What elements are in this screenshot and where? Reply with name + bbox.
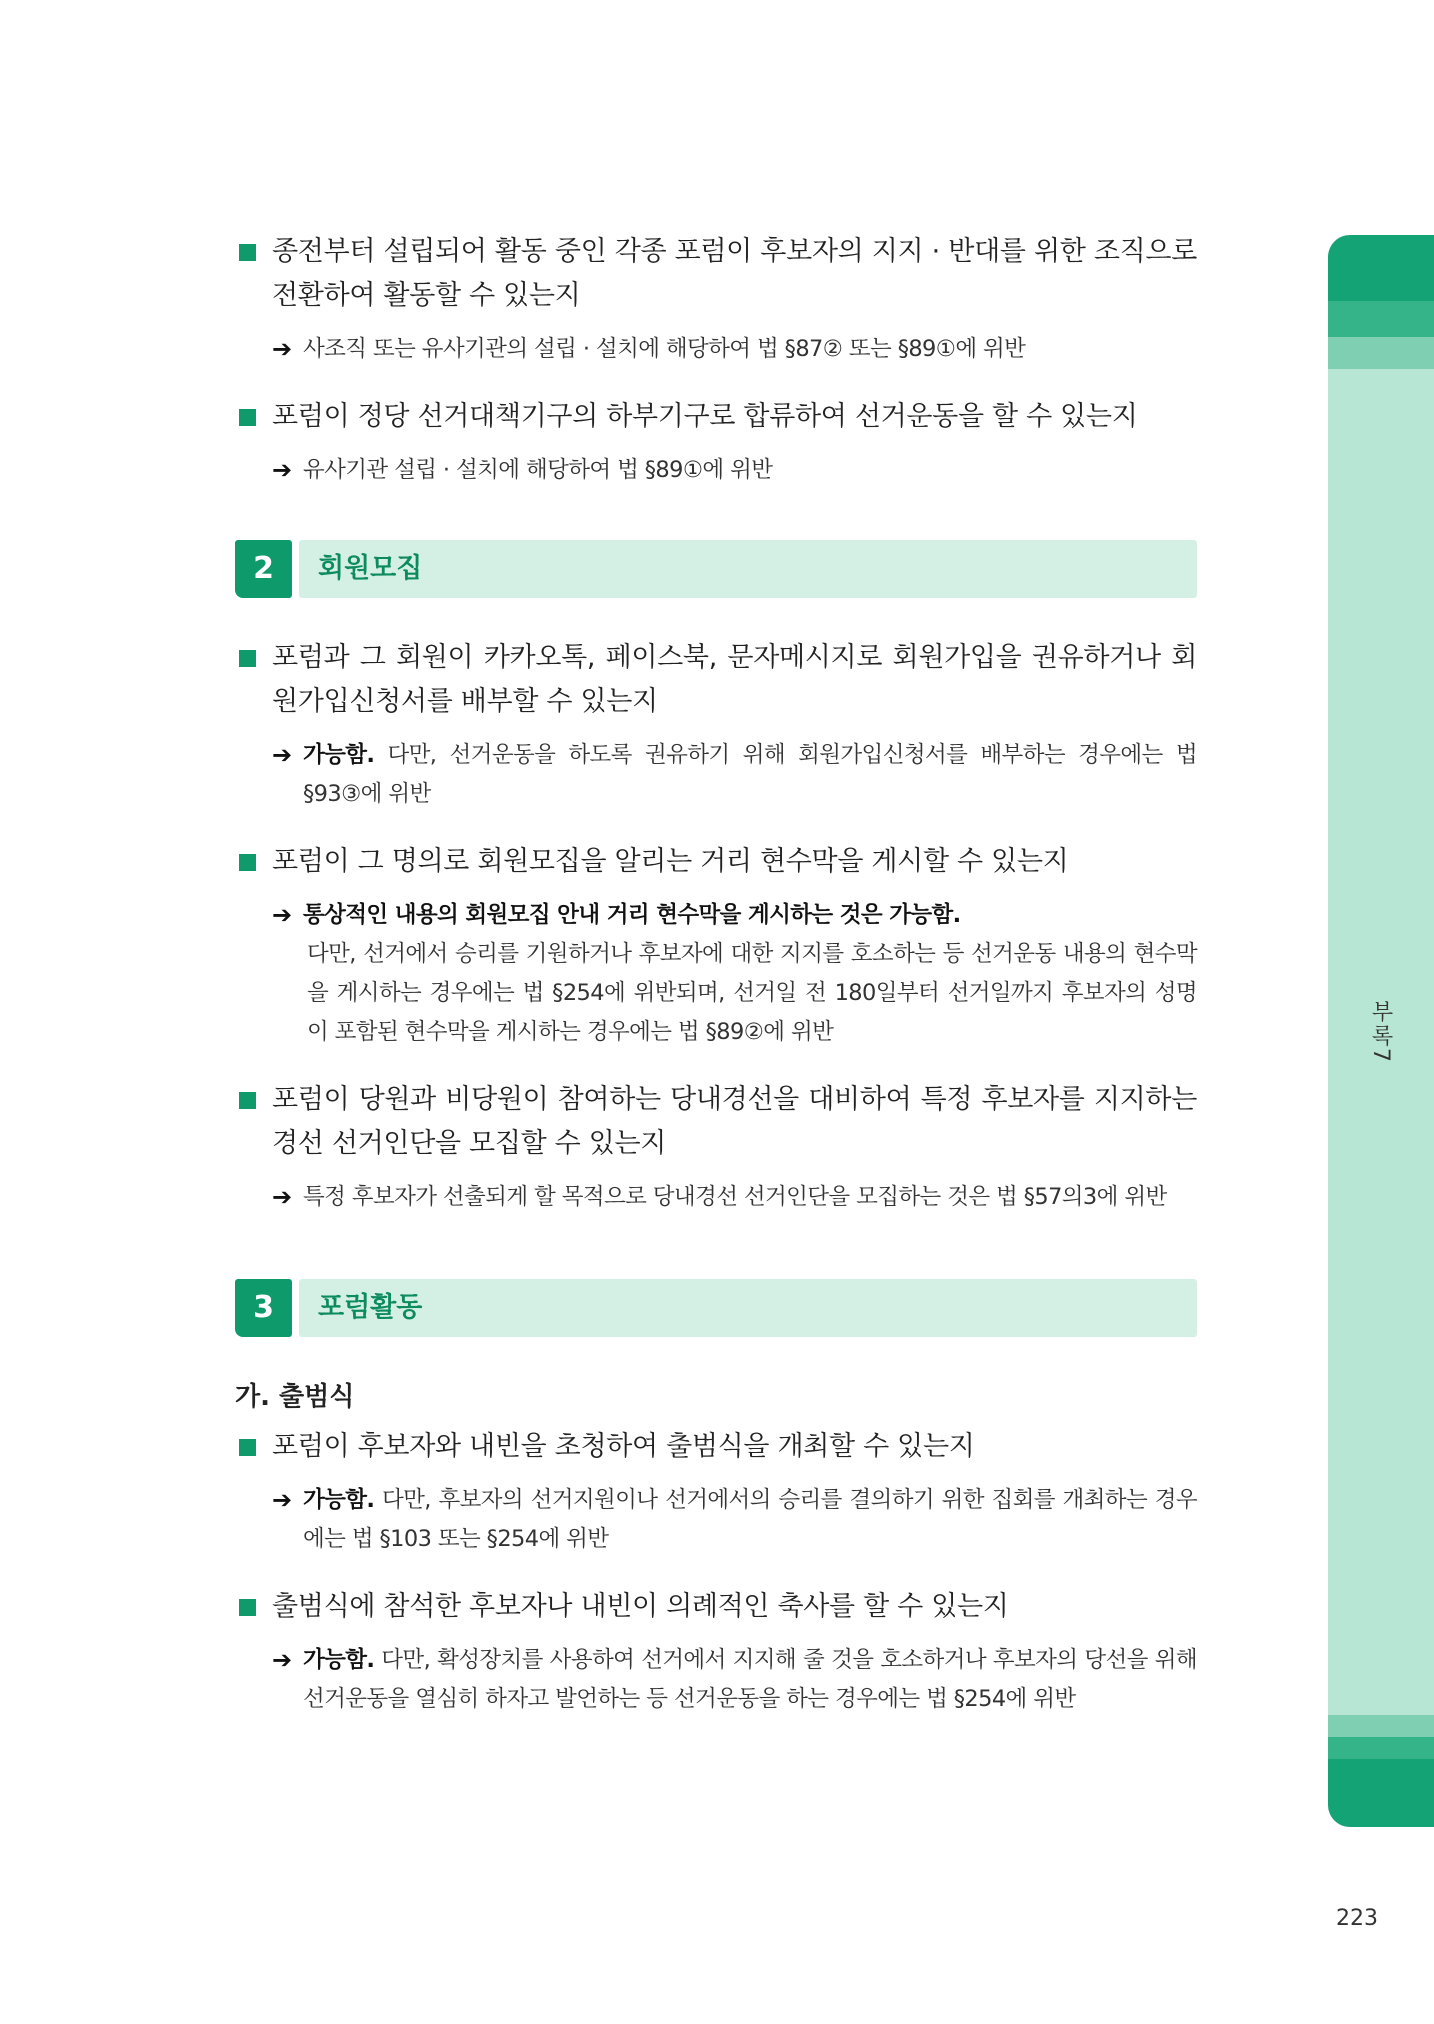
page-content	[235, 230, 1197, 1719]
answer-text: 다만, 후보자의 선거지원이나 선거에서의 승리를 결의하기 위한 집회를 개최하는 경우에는 법 §103 또는 §254에 위반	[303, 1487, 1197, 1552]
answer-item	[235, 1178, 1197, 1217]
answer-lead: 통상적인 내용의 회원모집 안내 거리 현수막을 게시하는 것은 가능함.	[303, 902, 961, 928]
question-text: 포럼이 정당 선거대책기구의 하부기구로 합류하여 선거운동을 할 수 있는지	[272, 401, 1138, 432]
square-bullet-icon	[239, 1092, 256, 1109]
question-item	[235, 230, 1197, 318]
answer-item	[235, 896, 1197, 1052]
question-text: 포럼이 당원과 비당원이 참여하는 당내경선을 대비하여 특정 후보자를 지지하는 경선 선거인단을 모집할 수 있는지	[272, 1084, 1197, 1159]
question-text: 포럼이 그 명의로 회원모집을 알리는 거리 현수막을 게시할 수 있는지	[272, 846, 1069, 877]
question-item	[235, 395, 1197, 439]
answer-lead: 가능함.	[303, 1647, 375, 1673]
arrow-icon: ➔	[272, 1183, 292, 1211]
answer-text: 사조직 또는 유사기관의 설립 · 설치에 해당하여 법 §87② 또는 §89①에 위반	[303, 336, 1026, 362]
answer-text: 특정 후보자가 선출되게 할 목적으로 당내경선 선거인단을 모집하는 것은 법 §57의3에 위반	[303, 1184, 1167, 1210]
square-bullet-icon	[239, 650, 256, 667]
answer-item	[235, 330, 1197, 369]
arrow-icon: ➔	[272, 1646, 292, 1674]
section-number: 2	[235, 540, 292, 598]
section-heading	[235, 1279, 1197, 1337]
question-item	[235, 1425, 1197, 1469]
arrow-icon: ➔	[272, 1486, 292, 1514]
page-number: 223	[1336, 1906, 1378, 1931]
square-bullet-icon	[239, 1599, 256, 1616]
section-title: 포럼활동	[318, 1292, 423, 1323]
question-text: 출범식에 참석한 후보자나 내빈이 의례적인 축사를 할 수 있는지	[272, 1591, 1009, 1622]
answer-lead: 가능함.	[303, 1487, 375, 1513]
answer-item	[235, 1481, 1197, 1559]
subsection-title: 가. 출범식	[235, 1382, 355, 1412]
arrow-icon: ➔	[272, 741, 292, 769]
answer-lead: 가능함.	[303, 742, 375, 768]
chapter-side-tab	[1328, 235, 1434, 1827]
section-bar	[299, 1279, 1197, 1337]
arrow-icon: ➔	[272, 335, 292, 363]
section-number: 3	[235, 1279, 292, 1337]
answer-text: 다만, 확성장치를 사용하여 선거에서 지지해 줄 것을 호소하거나 후보자의 당선을 위해 선거운동을 열심히 하자고 발언하는 등 선거운동을 하는 경우에는 법 §254에 위반	[303, 1647, 1197, 1712]
answer-item	[235, 451, 1197, 490]
answer-item	[235, 1641, 1197, 1719]
arrow-icon: ➔	[272, 901, 292, 929]
question-text: 포럼이 후보자와 내빈을 초청하여 출범식을 개최할 수 있는지	[272, 1431, 975, 1462]
answer-item	[235, 736, 1197, 814]
square-bullet-icon	[239, 244, 256, 261]
question-item	[235, 840, 1197, 884]
square-bullet-icon	[239, 1439, 256, 1456]
square-bullet-icon	[239, 409, 256, 426]
question-text: 포럼과 그 회원이 카카오톡, 페이스북, 문자메시지로 회원가입을 권유하거나 회원가입신청서를 배부할 수 있는지	[272, 642, 1197, 717]
answer-text: 다만, 선거운동을 하도록 권유하기 위해 회원가입신청서를 배부하는 경우에는 법 §93③에 위반	[303, 742, 1197, 807]
answer-text: 유사기관 설립 · 설치에 해당하여 법 §89①에 위반	[303, 457, 773, 483]
question-item	[235, 1078, 1197, 1166]
question-text: 종전부터 설립되어 활동 중인 각종 포럼이 후보자의 지지 · 반대를 위한 조직으로 전환하여 활동할 수 있는지	[272, 236, 1197, 311]
side-tab-label: 부록7	[1368, 1000, 1393, 1064]
section-heading	[235, 540, 1197, 598]
section-title: 회원모집	[318, 553, 423, 584]
arrow-icon: ➔	[272, 456, 292, 484]
question-item	[235, 1585, 1197, 1629]
section-bar	[299, 540, 1197, 598]
question-item	[235, 636, 1197, 724]
answer-continuation: 다만, 선거에서 승리를 기원하거나 후보자에 대한 지지를 호소하는 등 선거운동 내용의 현수막을 게시하는 경우에는 법 §254에 위반되며, 선거일 전 180일부터 선거일까지 후보자의 성명이 포함된 현수막을 게시하는 경우에는 법 §89②에 위반	[307, 941, 1197, 1045]
square-bullet-icon	[239, 854, 256, 871]
